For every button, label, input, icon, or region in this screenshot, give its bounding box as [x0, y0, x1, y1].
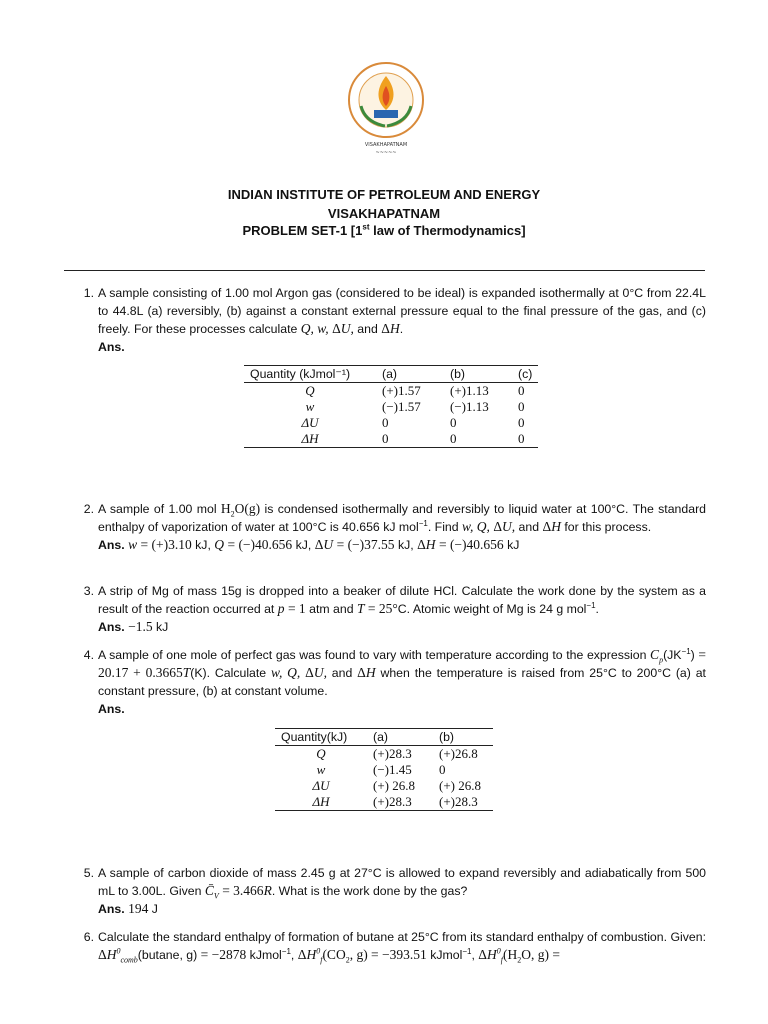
column-header: Quantity (kJmol⁻¹)	[244, 366, 376, 383]
institute-name: INDIAN INSTITUTE OF PETROLEUM AND ENERGY	[227, 187, 541, 202]
problem-number: 6.	[83, 930, 94, 944]
table-row	[275, 778, 493, 794]
answer-label: Ans.	[98, 340, 125, 354]
table-cell: 0	[518, 399, 525, 414]
table-cell: Q	[316, 746, 326, 761]
problem-1	[68, 284, 706, 356]
column-header: (b)	[444, 366, 512, 383]
answer-text: w = (+)3.10 kJ, Q = (−)40.656 kJ, ΔU = (−)37.55 kJ, ΔH = (−)40.656 kJ	[128, 537, 520, 552]
header-divider	[64, 270, 705, 271]
table-cell: w	[316, 762, 326, 777]
table-cell: ΔH	[301, 431, 319, 446]
problem-text: Calculate the standard enthalpy of formation of butane at 25°C from its standard enthalpy of combustion. Given: $\Delta H^0_{comb}(butane$, g) = −2878 kJmol$^{-1}$, $\Delta H^0_f(CO_2$, g) = −393.51 kJmol$^{-1}$, $\Delta H^0_f(H_2O$, g) =	[98, 930, 706, 965]
problem-number: 4.	[83, 648, 94, 662]
table-row	[244, 415, 538, 431]
table-cell: (+)1.13	[450, 383, 489, 398]
problem-text: A strip of Mg of mass 15g is dropped into a beaker of dilute HCl. Calculate the work done by the system as a result of the reaction occurred at p = 1 atm and T = 25°C. Atomic weight of Mg is 24 g mol$^{-1}$. Ans. −1.5 kJ	[98, 584, 706, 634]
column-header: (a)	[367, 729, 433, 746]
table-cell: (+)26.8	[439, 746, 478, 761]
table-row	[244, 399, 538, 415]
table-row	[275, 794, 493, 811]
table-cell: ΔH	[312, 794, 330, 809]
problem-3	[68, 582, 706, 636]
table-cell: 0	[518, 383, 525, 398]
table-cell: (+)28.3	[373, 794, 412, 809]
problem-number: 1.	[83, 286, 94, 300]
problem-text: A sample of 1.00 mol $H_2O(g)$ is condensed isothermally and reversibly to liquid water at 100°C. The standard enthalpy of vaporization of water at 100°C is 40.656 kJ mol$^{-1}$. Find w, Q, ΔU, and ΔH for this process. Ans. w = (+)3.10 kJ, Q = (−)40.656 kJ, ΔU = (−)37.55 kJ, ΔH = (−)40.656 kJ	[98, 501, 706, 552]
table-cell: (−)1.13	[450, 399, 489, 414]
problem-4	[68, 646, 706, 718]
table-cell: 0	[382, 431, 389, 446]
table-row	[244, 383, 538, 400]
table-cell: ΔU	[312, 778, 330, 793]
table-cell: (+) 26.8	[439, 778, 481, 793]
column-header: (a)	[376, 366, 444, 383]
table-header-row	[275, 729, 493, 746]
table-row	[275, 746, 493, 763]
svg-text:VISAKHAPATNAM: VISAKHAPATNAM	[364, 142, 408, 148]
problem-text: A sample of one mole of perfect gas was found to vary with temperature according to the expression $C_p(JK^{-1}) = 20.17 + 0.3665T(K)$. Calculate w, Q, ΔU, and ΔH when the temperature is raised from 25°C to 200°C (a) at constant pressure, (b) at constant volume. Ans.	[98, 646, 706, 716]
svg-text:~~~~~: ~~~~~	[375, 150, 397, 156]
table-cell: (+)28.3	[439, 794, 478, 809]
institute-logo	[341, 60, 431, 160]
table-cell: (+)1.57	[382, 383, 421, 398]
problem-set-title: PROBLEM SET-1 [1st law of Thermodynamics]	[242, 222, 526, 238]
answer-label: Ans.	[98, 702, 125, 716]
problem-text: A sample of carbon dioxide of mass 2.45 g at 27°C is allowed to expand reversibly and adiabatically from 500 mL to 3.00L. Given $C̄_V = 3.466R$. What is the work done by the gas? Ans. 194 J	[98, 866, 706, 916]
table-cell: (+)28.3	[373, 746, 412, 761]
answer-value: −1.5	[128, 619, 153, 634]
answer-value: 194	[128, 901, 149, 916]
answer-label: Ans.	[98, 902, 125, 916]
table-cell: ΔU	[301, 415, 319, 430]
table-cell: 0	[439, 762, 446, 777]
problem-number: 2.	[83, 502, 94, 516]
table-cell: (−)1.45	[373, 762, 412, 777]
table-cell: w	[305, 399, 315, 414]
problem-5	[68, 864, 706, 918]
problem-6	[68, 928, 706, 964]
column-header: (c)	[512, 366, 538, 383]
table-cell: 0	[518, 415, 525, 430]
problem-text: A sample consisting of 1.00 mol Argon gas (considered to be ideal) is expanded isothermally at 0°C from 22.4L to 44.8L (a) reversibly, (b) against a constant external pressure equal to the final pressure of the gas, and (c) freely. For these processes calculate Q, w, ΔU, and ΔH. Ans.	[98, 286, 706, 354]
table-cell: 0	[382, 415, 389, 430]
table-row	[244, 431, 538, 448]
answer-table-1	[244, 365, 538, 448]
table-cell: (−)1.57	[382, 399, 421, 414]
answer-table-4	[275, 728, 493, 811]
problem-2	[68, 500, 706, 554]
institute-city: VISAKHAPATNAM	[327, 206, 441, 221]
answer-label: Ans.	[98, 620, 125, 634]
table-header-row	[244, 366, 538, 383]
problem-number: 5.	[83, 866, 94, 880]
column-header: Quantity(kJ)	[275, 729, 367, 746]
column-header: (b)	[433, 729, 493, 746]
table-row	[275, 762, 493, 778]
table-cell: 0	[518, 431, 525, 446]
table-cell: Q	[305, 383, 315, 398]
table-cell: 0	[450, 415, 457, 430]
problem-number: 3.	[83, 584, 94, 598]
table-cell: (+) 26.8	[373, 778, 415, 793]
table-cell: 0	[450, 431, 457, 446]
answer-label: Ans.	[98, 538, 125, 552]
